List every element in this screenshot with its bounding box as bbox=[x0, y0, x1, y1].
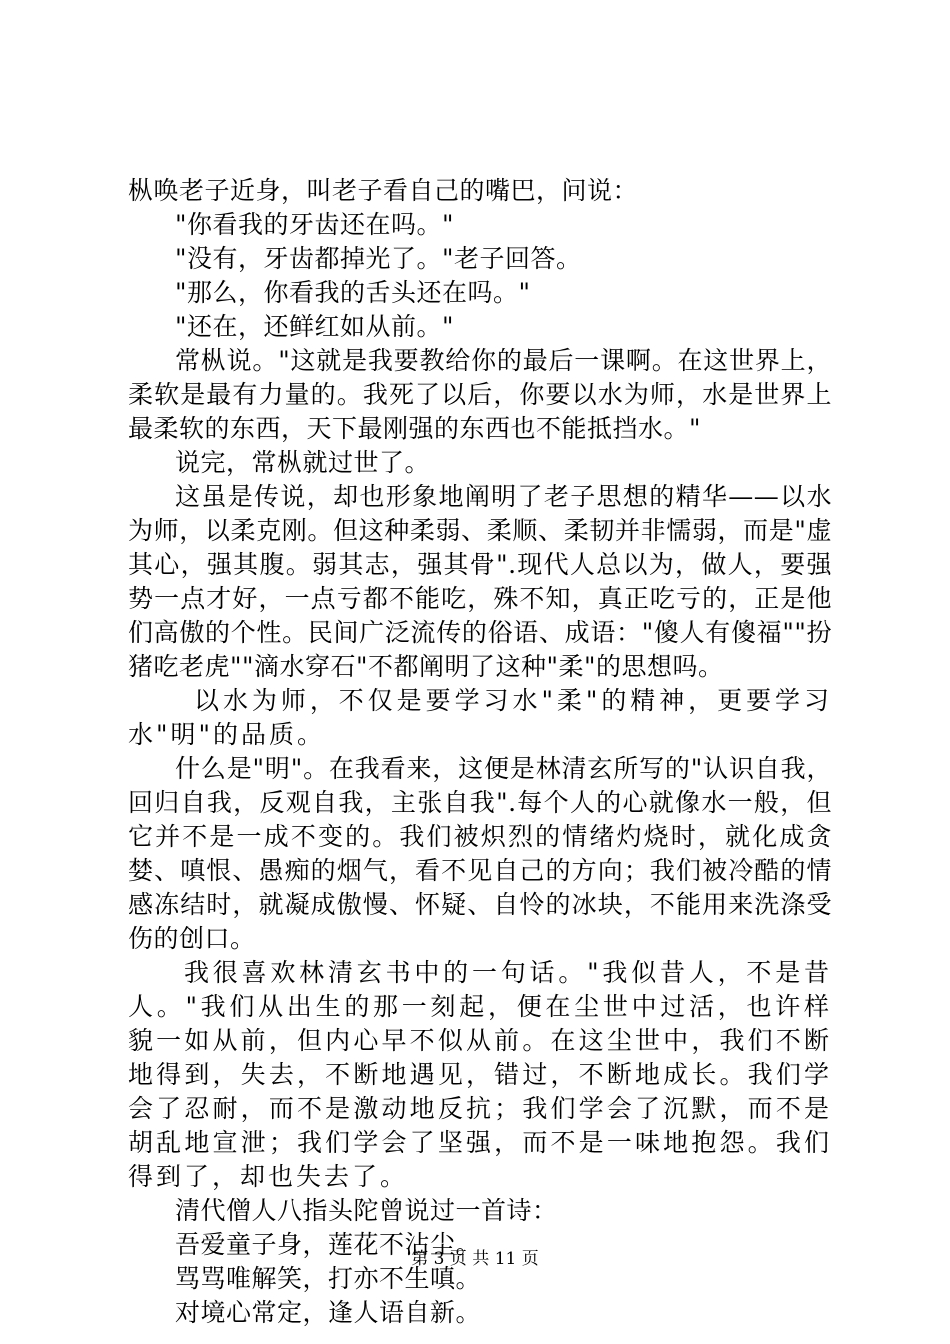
poem-line: 骂骂唯解笑，打亦不生嗔。 bbox=[175, 1264, 482, 1293]
paragraph: 清代僧人八指头陀曾说过一首诗： bbox=[175, 1196, 558, 1225]
paragraph: 什么是"明"。在我看来，这便是林清玄所写的"认识自我，回归自我，反观自我，主张自我".每个人的心就像水一般，但它并不是一成不变的。我们被炽烈的情绪灼烧时，就化成贪婪、嗔恨、愚痴的烟气，看不见自己的方向；我们被冷酷的情感冻结时，就凝成傲慢、怀疑、自怜的冰块，不能用来洗涤受伤的创口。 bbox=[128, 754, 832, 953]
paragraph: "你看我的牙齿还在吗。" bbox=[175, 210, 454, 239]
paragraph: 我很喜欢林清玄书中的一句话。"我似昔人，不是昔人。"我们从出生的那一刻起，便在尘世中过活，也许样貌一如从前，但内心早不似从前。在这尘世中，我们不断地得到，失去，不断地遇见，错过，不断地成长。我们学会了忍耐，而不是激动地反抗；我们学会了沉默，而不是胡乱地宣泄；我们学会了坚强，而不是一味地抱怨。我们得到了，却也失去了。 bbox=[128, 958, 832, 1191]
page-number-footer: 第 3 页 共 11 页 bbox=[411, 1249, 539, 1269]
poem-line: 吾爱童子身，莲花不沾尘。 bbox=[175, 1230, 482, 1259]
paragraph: 说完，常枞就过世了。 bbox=[175, 448, 431, 477]
paragraph: 这虽是传说，却也形象地阐明了老子思想的精华——以水为师，以柔克刚。但这种柔弱、柔顺、柔韧并非懦弱，而是"虚其心，强其腹。弱其志，强其骨".现代人总以为，做人，要强势一点才好，一点亏都不能吃，殊不知，真正吃亏的，正是他们高傲的个性。民间广泛流传的俗语、成语："傻人有傻福""扮猪吃老虎""滴水穿石"不都阐明了这种"柔"的思想吗。 bbox=[128, 482, 832, 681]
paragraph: "那么，你看我的舌头还在吗。" bbox=[175, 278, 531, 307]
paragraph: "没有，牙齿都掉光了。"老子回答。 bbox=[175, 244, 582, 273]
paragraph: "还在，还鲜红如从前。" bbox=[175, 312, 454, 341]
document-body bbox=[128, 174, 832, 1330]
paragraph: 以水为师，不仅是要学习水"柔"的精神，更要学习水"明"的品质。 bbox=[128, 686, 832, 749]
paragraph: 枞唤老子近身，叫老子看自己的嘴巴，问说： bbox=[128, 176, 639, 205]
paragraph: 常枞说。"这就是我要教给你的最后一课啊。在这世界上，柔软是最有力量的。我死了以后，你要以水为师，水是世界上最柔软的东西，天下最刚强的东西也不能抵挡水。" bbox=[128, 346, 832, 443]
poem-line: 对境心常定，逢人语自新。 bbox=[175, 1298, 482, 1327]
